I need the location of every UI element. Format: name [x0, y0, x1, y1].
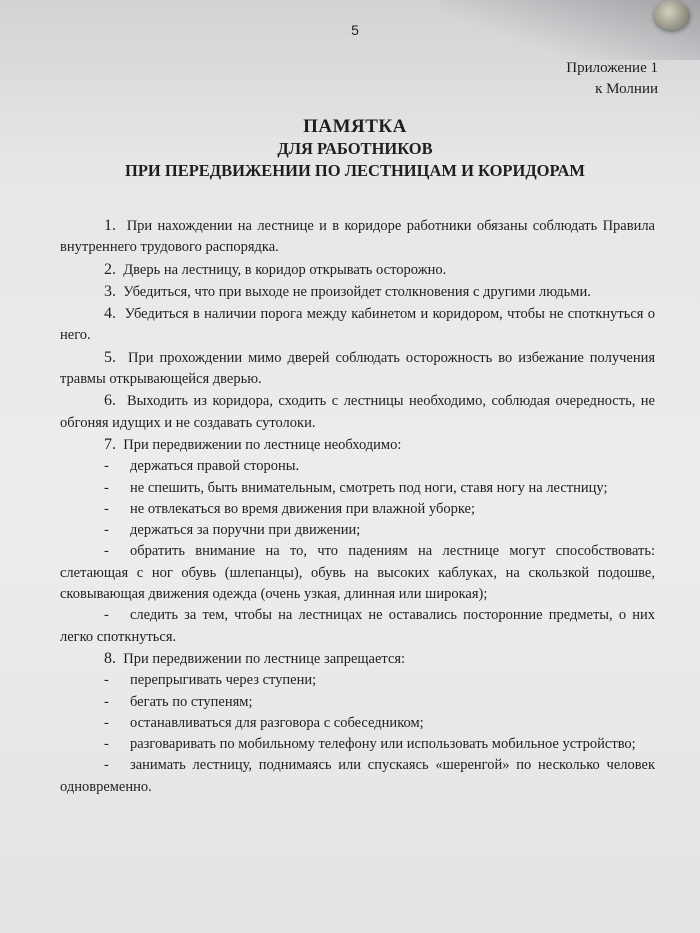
document-title: [60, 116, 650, 182]
list-item-7: 7. При передвижении по лестнице необходимо:: [104, 435, 402, 453]
sub-item-8-4: - разговаривать по мобильному телефону или использовать мобильное устройство;: [104, 736, 636, 753]
sub-item-7-3: - не отвлекаться во время движения при влажной уборке;: [104, 500, 476, 517]
sub-item-7-4: - держаться за поручни при движении;: [104, 522, 361, 539]
sub-item-7-5: - обратить внимание на то, что падениям на лестнице могут способствовать: слетающая с ног обувь (шлепанцы), обувь на высоких каблуках, на скользкой подошве, сковывающая движения одежда (очень узкая, длинная или широкая);: [60, 543, 655, 603]
sub-item-8-2: - бегать по ступеням;: [104, 693, 253, 710]
page-number: 5: [351, 22, 359, 38]
sub-item-7-6: - следить за тем, чтобы на лестницах не оставались посторонние предметы, о них легко споткнуться.: [60, 607, 655, 645]
memo-body: [60, 215, 655, 798]
magnet-pin: [654, 0, 690, 30]
list-item-5: 5. При прохождении мимо дверей соблюдать осторожность во избежание получения травмы открывающейся дверью.: [60, 348, 656, 388]
title-line-3: ПРИ ПЕРЕДВИЖЕНИИ ПО ЛЕСТНИЦАМ И КОРИДОРАМ: [125, 161, 585, 180]
sub-item-8-1: - перепрыгивать через ступени;: [104, 672, 317, 689]
sub-item-7-1: - держаться правой стороны.: [104, 458, 300, 475]
sub-item-8-3: - останавливаться для разговора с собеседником;: [104, 714, 424, 731]
list-item-3: 3. Убедиться, что при выходе не произойдет столкновения с другими людьми.: [104, 282, 591, 300]
title-line-2: ДЛЯ РАБОТНИКОВ: [277, 139, 433, 158]
list-item-2: 2. Дверь на лестницу, в коридор открывать осторожно.: [104, 260, 447, 278]
list-item-8: 8. При передвижении по лестнице запрещается:: [104, 649, 406, 667]
appendix-line-1: Приложение 1: [566, 60, 658, 76]
sub-item-7-2: - не спешить, быть внимательным, смотреть под ноги, ставя ногу на лестницу;: [104, 479, 608, 496]
list-item-4: 4. Убедиться в наличии порога между кабинетом и коридором, чтобы не споткнуться о него.: [60, 305, 655, 344]
list-item-6: 6. Выходить из коридора, сходить с лестницы необходимо, соблюдая очередность, не обгоняя идущих и не создавать сутолоки.: [60, 392, 655, 431]
list-item-1: 1. При нахождении на лестнице и в коридоре работники обязаны соблюдать Правила внутреннего трудового распорядка.: [60, 217, 655, 256]
appendix-note: [566, 58, 658, 100]
appendix-line-2: к Молнии: [595, 81, 658, 97]
title-line-1: ПАМЯТКА: [303, 116, 407, 137]
sub-item-8-5: - занимать лестницу, поднимаясь или спускаясь «шеренгой» по несколько человек одновременно.: [60, 757, 655, 795]
